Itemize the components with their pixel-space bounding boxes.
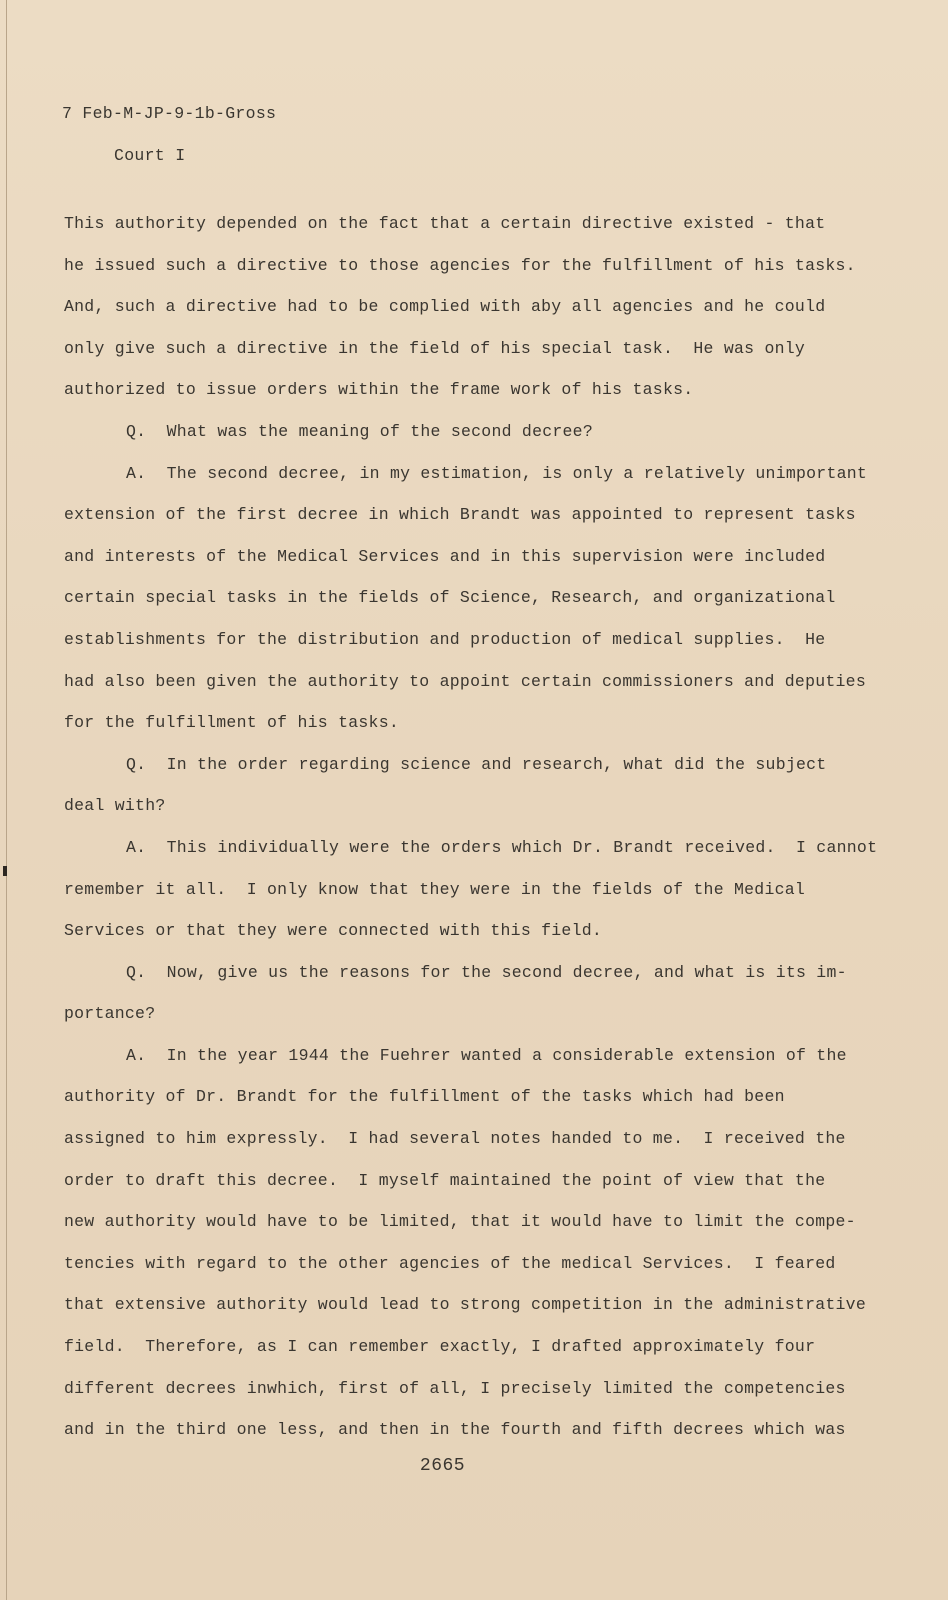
text-line: Services or that they were connected with this field. [64,921,603,941]
text-line: he issued such a directive to those agencies for the fulfillment of his tasks. [64,255,856,275]
left-margin-mark [3,866,7,876]
text-line: This authority depended on the fact that a certain directive existed - that [64,214,826,233]
text-line: establishments for the distribution and production of medical supplies. He [64,629,826,649]
text-line: portance? [64,1004,156,1024]
text-line: order to draft this decree. I myself maintained the point of view that the [64,1170,826,1190]
document-code: 7 Feb-M-JP-9-1b-Gross [62,104,277,123]
text-line: different decrees inwhich, first of all, I precisely limited the competencies [64,1378,846,1398]
text-line: field. Therefore, as I can remember exactly, I drafted approximately four [64,1337,816,1357]
answer-line: A. This individually were the orders which Dr. Brandt received. I cannot [126,837,878,857]
text-line: only give such a directive in the field of his special task. He was only [64,338,806,358]
question-line: Q. In the order regarding science and research, what did the subject [126,754,827,774]
text-line: and interests of the Medical Services and in this supervision were included [64,546,826,566]
text-line: And, such a directive had to be complied with aby all agencies and he could [64,297,826,317]
text-line: deal with? [64,796,166,816]
court-label: Court I [114,146,186,165]
answer-line: A. The second decree, in my estimation, is only a relatively unimportant [126,463,868,483]
text-line: for the fulfillment of his tasks. [64,713,400,733]
text-line: and in the third one less, and then in the fourth and fifth decrees which was [64,1420,846,1440]
question-line: Q. Now, give us the reasons for the second decree, and what is its im- [126,962,847,982]
question-line: Q. What was the meaning of the second decree? [126,421,593,441]
text-line: had also been given the authority to appoint certain commissioners and deputies [64,671,866,691]
text-line: certain special tasks in the fields of Science, Research, and organizational [64,588,836,608]
page-number: 2665 [419,1456,466,1476]
answer-line: A. In the year 1944 the Fuehrer wanted a considerable extension of the [126,1045,847,1065]
text-line: authorized to issue orders within the frame work of his tasks. [64,380,694,400]
text-line: remember it all. I only know that they were in the fields of the Medical [64,879,806,899]
text-line: authority of Dr. Brandt for the fulfillment of the tasks which had been [64,1087,785,1107]
text-line: new authority would have to be limited, that it would have to limit the compe- [64,1212,856,1232]
left-margin-rule [6,0,7,1600]
text-line: that extensive authority would lead to strong competition in the administrative [64,1295,866,1315]
text-line: extension of the first decree in which Brandt was appointed to represent tasks [64,505,856,525]
text-line: tencies with regard to the other agencies of the medical Services. I feared [64,1253,836,1273]
transcript-body [64,203,894,1451]
text-line: assigned to him expressly. I had several notes handed to me. I received the [64,1129,846,1149]
